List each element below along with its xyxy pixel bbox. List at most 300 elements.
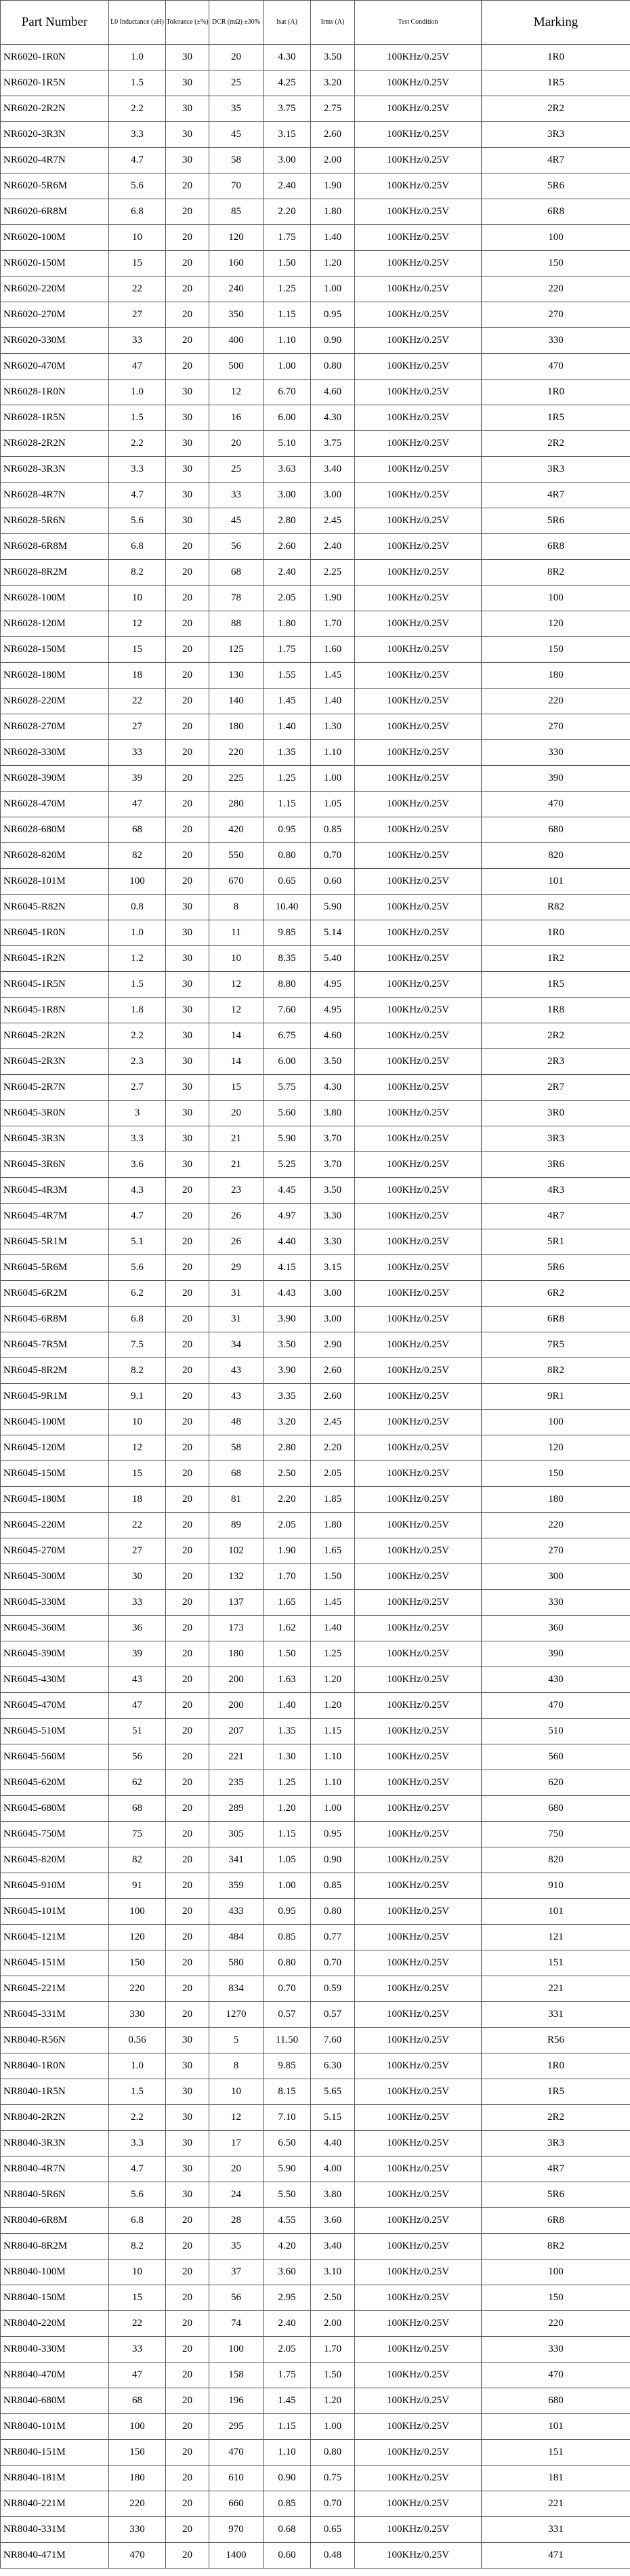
table-row [1,173,630,199]
cell-test-condition: 100KHz/0.25V [355,96,482,122]
cell-part-number: NR6045-820M [1,1847,109,1873]
cell-inductance: 12 [109,1435,166,1461]
cell-isat: 7.10 [264,2105,311,2131]
cell-irms: 1.80 [311,199,355,225]
cell-isat: 3.20 [264,1410,311,1435]
cell-isat: 1.25 [264,766,311,792]
cell-dcr: 102 [209,1538,264,1564]
cell-isat: 8.35 [264,946,311,972]
cell-irms: 1.45 [311,663,355,689]
cell-part-number: NR8040-3R3N [1,2131,109,2156]
cell-marking: 4R7 [482,1204,630,1229]
cell-isat: 5.90 [264,1126,311,1152]
cell-dcr: 31 [209,1307,264,1332]
cell-dcr: 235 [209,1770,264,1796]
cell-tolerance: 30 [166,148,209,173]
cell-part-number: NR6028-100M [1,586,109,611]
cell-tolerance: 20 [166,1873,209,1899]
cell-marking: 430 [482,1667,630,1693]
table-row [1,2208,630,2234]
cell-irms: 2.45 [311,508,355,534]
cell-part-number: NR6028-101M [1,869,109,895]
cell-irms: 2.60 [311,1358,355,1384]
cell-tolerance: 30 [166,2079,209,2105]
cell-part-number: NR6045-121M [1,1925,109,1950]
table-row [1,1847,630,1873]
cell-marking: 820 [482,1847,630,1873]
cell-dcr: 8 [209,895,264,920]
cell-test-condition: 100KHz/0.25V [355,714,482,740]
cell-part-number: NR6028-8R2M [1,560,109,586]
cell-tolerance: 20 [166,586,209,611]
cell-part-number: NR6020-4R7N [1,148,109,173]
cell-marking: 390 [482,766,630,792]
cell-irms: 3.00 [311,483,355,508]
cell-part-number: NR8040-R56N [1,2028,109,2053]
cell-part-number: NR6020-270M [1,302,109,328]
cell-test-condition: 100KHz/0.25V [355,1229,482,1255]
cell-test-condition: 100KHz/0.25V [355,1204,482,1229]
cell-dcr: 5 [209,2028,264,2053]
table-row [1,1152,630,1178]
cell-part-number: NR8040-151M [1,2440,109,2466]
cell-isat: 2.20 [264,1487,311,1513]
cell-test-condition: 100KHz/0.25V [355,405,482,431]
cell-test-condition: 100KHz/0.25V [355,2466,482,2491]
cell-part-number: NR6020-220M [1,277,109,302]
cell-inductance: 3 [109,1101,166,1126]
cell-marking: 1R0 [482,920,630,946]
cell-test-condition: 100KHz/0.25V [355,611,482,637]
table-row [1,2079,630,2105]
cell-marking: 1R0 [482,2053,630,2079]
cell-irms: 1.45 [311,1590,355,1616]
cell-isat: 2.95 [264,2285,311,2311]
cell-isat: 1.75 [264,225,311,251]
cell-marking: 9R1 [482,1384,630,1410]
cell-test-condition: 100KHz/0.25V [355,2337,482,2363]
cell-dcr: 31 [209,1281,264,1307]
cell-dcr: 35 [209,96,264,122]
cell-isat: 2.05 [264,2337,311,2363]
table-row [1,148,630,173]
cell-tolerance: 30 [166,946,209,972]
cell-marking: 4R7 [482,2156,630,2182]
cell-isat: 3.90 [264,1307,311,1332]
cell-test-condition: 100KHz/0.25V [355,2388,482,2414]
cell-test-condition: 100KHz/0.25V [355,534,482,560]
cell-dcr: 158 [209,2363,264,2388]
cell-test-condition: 100KHz/0.25V [355,1281,482,1307]
cell-part-number: NR8040-5R6N [1,2182,109,2208]
cell-tolerance: 20 [166,2388,209,2414]
cell-inductance: 1.5 [109,70,166,96]
cell-isat: 1.40 [264,1693,311,1719]
cell-tolerance: 30 [166,1075,209,1101]
table-row [1,817,630,843]
cell-isat: 3.50 [264,1332,311,1358]
table-row [1,1873,630,1899]
cell-dcr: 500 [209,354,264,380]
cell-test-condition: 100KHz/0.25V [355,277,482,302]
cell-marking: 221 [482,1976,630,2002]
cell-tolerance: 20 [166,2466,209,2491]
cell-isat: 1.05 [264,1847,311,1873]
cell-dcr: 10 [209,946,264,972]
table-row [1,869,630,895]
cell-inductance: 330 [109,2517,166,2543]
table-row [1,2363,630,2388]
cell-isat: 3.00 [264,483,311,508]
cell-test-condition: 100KHz/0.25V [355,354,482,380]
cell-inductance: 2.2 [109,431,166,457]
cell-inductance: 12 [109,611,166,637]
cell-inductance: 470 [109,2543,166,2569]
cell-inductance: 3.6 [109,1152,166,1178]
cell-test-condition: 100KHz/0.25V [355,2311,482,2337]
cell-test-condition: 100KHz/0.25V [355,1332,482,1358]
cell-irms: 0.85 [311,1873,355,1899]
cell-dcr: 20 [209,2156,264,2182]
cell-part-number: NR6045-R82N [1,895,109,920]
cell-dcr: 200 [209,1667,264,1693]
table-row [1,1435,630,1461]
cell-inductance: 47 [109,354,166,380]
cell-dcr: 580 [209,1950,264,1976]
cell-tolerance: 20 [166,2002,209,2028]
cell-test-condition: 100KHz/0.25V [355,586,482,611]
cell-marking: 151 [482,2440,630,2466]
cell-tolerance: 20 [166,766,209,792]
cell-test-condition: 100KHz/0.25V [355,1641,482,1667]
cell-part-number: NR6020-5R6M [1,173,109,199]
cell-test-condition: 100KHz/0.25V [355,2414,482,2440]
table-row [1,689,630,714]
cell-marking: 820 [482,843,630,869]
cell-irms: 1.40 [311,1616,355,1641]
cell-isat: 1.10 [264,328,311,354]
cell-dcr: 484 [209,1925,264,1950]
cell-irms: 5.90 [311,895,355,920]
cell-test-condition: 100KHz/0.25V [355,2182,482,2208]
cell-inductance: 33 [109,1590,166,1616]
cell-part-number: NR8040-680M [1,2388,109,2414]
cell-inductance: 4.3 [109,1178,166,1204]
cell-dcr: 305 [209,1822,264,1847]
table-row [1,1744,630,1770]
cell-marking: 470 [482,1693,630,1719]
cell-tolerance: 20 [166,1616,209,1641]
cell-dcr: 289 [209,1796,264,1822]
cell-test-condition: 100KHz/0.25V [355,1023,482,1049]
cell-part-number: NR6020-150M [1,251,109,277]
cell-irms: 1.20 [311,1693,355,1719]
cell-tolerance: 20 [166,1822,209,1847]
cell-test-condition: 100KHz/0.25V [355,1049,482,1075]
cell-isat: 4.45 [264,1178,311,1204]
cell-dcr: 180 [209,714,264,740]
cell-test-condition: 100KHz/0.25V [355,792,482,817]
cell-marking: 180 [482,663,630,689]
cell-irms: 3.80 [311,2182,355,2208]
cell-dcr: 1270 [209,2002,264,2028]
cell-part-number: NR8040-220M [1,2311,109,2337]
cell-tolerance: 20 [166,1693,209,1719]
table-row [1,1899,630,1925]
cell-irms: 0.85 [311,817,355,843]
cell-inductance: 3.3 [109,1126,166,1152]
cell-tolerance: 20 [166,637,209,663]
cell-test-condition: 100KHz/0.25V [355,1976,482,2002]
cell-dcr: 125 [209,637,264,663]
cell-inductance: 2.2 [109,2105,166,2131]
cell-marking: 4R7 [482,148,630,173]
cell-irms: 1.10 [311,740,355,766]
cell-test-condition: 100KHz/0.25V [355,1770,482,1796]
cell-inductance: 4.7 [109,148,166,173]
cell-part-number: NR6045-1R8N [1,998,109,1023]
table-row [1,998,630,1023]
cell-tolerance: 20 [166,843,209,869]
cell-marking: 8R2 [482,1358,630,1384]
cell-isat: 9.85 [264,2053,311,2079]
cell-irms: 2.00 [311,2311,355,2337]
cell-dcr: 100 [209,2337,264,2363]
cell-test-condition: 100KHz/0.25V [355,302,482,328]
cell-inductance: 56 [109,1744,166,1770]
cell-isat: 6.00 [264,405,311,431]
cell-dcr: 78 [209,586,264,611]
cell-tolerance: 20 [166,1796,209,1822]
cell-dcr: 610 [209,2466,264,2491]
cell-isat: 1.45 [264,2388,311,2414]
cell-part-number: NR6028-2R2N [1,431,109,457]
cell-marking: 2R2 [482,2105,630,2131]
cell-marking: 2R2 [482,1023,630,1049]
cell-inductance: 5.6 [109,2182,166,2208]
cell-marking: 6R8 [482,199,630,225]
cell-tolerance: 20 [166,2363,209,2388]
cell-marking: 680 [482,817,630,843]
cell-tolerance: 20 [166,1358,209,1384]
cell-inductance: 82 [109,843,166,869]
cell-part-number: NR6045-3R0N [1,1101,109,1126]
cell-isat: 1.00 [264,1873,311,1899]
cell-test-condition: 100KHz/0.25V [355,2285,482,2311]
cell-irms: 5.65 [311,2079,355,2105]
cell-marking: 101 [482,1899,630,1925]
cell-isat: 8.15 [264,2079,311,2105]
cell-marking: 1R5 [482,2079,630,2105]
cell-isat: 3.35 [264,1384,311,1410]
cell-irms: 2.20 [311,1435,355,1461]
cell-dcr: 12 [209,972,264,998]
cell-part-number: NR6045-1R5N [1,972,109,998]
cell-dcr: 21 [209,1152,264,1178]
cell-part-number: NR6045-2R3N [1,1049,109,1075]
cell-part-number: NR6045-3R6N [1,1152,109,1178]
cell-tolerance: 20 [166,663,209,689]
cell-part-number: NR6028-180M [1,663,109,689]
cell-marking: 220 [482,1513,630,1538]
cell-irms: 1.40 [311,689,355,714]
cell-test-condition: 100KHz/0.25V [355,1950,482,1976]
cell-irms: 2.50 [311,2285,355,2311]
cell-tolerance: 20 [166,817,209,843]
table-row [1,2260,630,2285]
cell-tolerance: 20 [166,2234,209,2260]
cell-test-condition: 100KHz/0.25V [355,122,482,148]
cell-tolerance: 30 [166,45,209,70]
cell-marking: 101 [482,869,630,895]
cell-part-number: NR6045-180M [1,1487,109,1513]
cell-inductance: 47 [109,1693,166,1719]
cell-irms: 3.70 [311,1126,355,1152]
cell-isat: 1.40 [264,714,311,740]
cell-test-condition: 100KHz/0.25V [355,508,482,534]
cell-tolerance: 20 [166,2337,209,2363]
cell-irms: 1.40 [311,225,355,251]
table-row [1,1513,630,1538]
cell-inductance: 15 [109,1461,166,1487]
cell-marking: R56 [482,2028,630,2053]
cell-test-condition: 100KHz/0.25V [355,2440,482,2466]
cell-dcr: 137 [209,1590,264,1616]
table-row [1,1126,630,1152]
cell-test-condition: 100KHz/0.25V [355,2208,482,2234]
cell-tolerance: 20 [166,2414,209,2440]
cell-isat: 4.30 [264,45,311,70]
table-row [1,2028,630,2053]
cell-isat: 1.62 [264,1616,311,1641]
cell-dcr: 20 [209,1101,264,1126]
header-tolerance: Tolerance (±%) [166,1,209,45]
cell-test-condition: 100KHz/0.25V [355,1358,482,1384]
cell-dcr: 25 [209,457,264,483]
cell-marking: 680 [482,1796,630,1822]
table-row [1,1719,630,1744]
cell-inductance: 36 [109,1616,166,1641]
cell-part-number: NR6020-1R0N [1,45,109,70]
cell-inductance: 220 [109,1976,166,2002]
cell-inductance: 2.3 [109,1049,166,1075]
cell-irms: 3.40 [311,2234,355,2260]
cell-tolerance: 30 [166,96,209,122]
cell-test-condition: 100KHz/0.25V [355,199,482,225]
cell-tolerance: 30 [166,2156,209,2182]
table-row [1,328,630,354]
cell-isat: 3.90 [264,1358,311,1384]
cell-test-condition: 100KHz/0.25V [355,895,482,920]
cell-tolerance: 20 [166,328,209,354]
cell-inductance: 9.1 [109,1384,166,1410]
table-row [1,1023,630,1049]
cell-tolerance: 20 [166,1590,209,1616]
cell-dcr: 12 [209,2105,264,2131]
cell-inductance: 1.5 [109,405,166,431]
cell-part-number: NR6045-8R2M [1,1358,109,1384]
cell-tolerance: 20 [166,1770,209,1796]
cell-tolerance: 30 [166,2182,209,2208]
cell-irms: 1.00 [311,1796,355,1822]
cell-tolerance: 20 [166,1229,209,1255]
cell-inductance: 6.8 [109,1307,166,1332]
cell-isat: 1.25 [264,1770,311,1796]
cell-marking: 1R0 [482,380,630,405]
cell-inductance: 5.6 [109,508,166,534]
cell-tolerance: 20 [166,251,209,277]
table-row [1,354,630,380]
cell-marking: 3R3 [482,2131,630,2156]
cell-isat: 2.40 [264,173,311,199]
cell-part-number: NR6028-120M [1,611,109,637]
cell-marking: 4R3 [482,1178,630,1204]
cell-irms: 1.50 [311,2363,355,2388]
cell-marking: 330 [482,740,630,766]
cell-irms: 4.30 [311,405,355,431]
cell-isat: 4.20 [264,2234,311,2260]
cell-inductance: 15 [109,637,166,663]
cell-test-condition: 100KHz/0.25V [355,1461,482,1487]
cell-test-condition: 100KHz/0.25V [355,1126,482,1152]
table-row [1,895,630,920]
cell-part-number: NR8040-1R0N [1,2053,109,2079]
cell-isat: 3.00 [264,148,311,173]
table-row [1,1410,630,1435]
cell-part-number: NR8040-181M [1,2466,109,2491]
cell-part-number: NR8040-6R8M [1,2208,109,2234]
cell-dcr: 56 [209,2285,264,2311]
cell-part-number: NR6028-6R8M [1,534,109,560]
cell-isat: 0.95 [264,1899,311,1925]
cell-isat: 1.50 [264,1641,311,1667]
cell-part-number: NR6028-1R0N [1,380,109,405]
cell-dcr: 68 [209,560,264,586]
cell-dcr: 23 [209,1178,264,1204]
cell-marking: 1R0 [482,45,630,70]
cell-marking: 620 [482,1770,630,1796]
cell-isat: 7.60 [264,998,311,1023]
cell-isat: 6.50 [264,2131,311,2156]
cell-irms: 3.80 [311,1101,355,1126]
cell-part-number: NR6045-6R8M [1,1307,109,1332]
cell-inductance: 8.2 [109,1358,166,1384]
cell-tolerance: 20 [166,689,209,714]
cell-dcr: 550 [209,843,264,869]
cell-part-number: NR6028-3R3N [1,457,109,483]
cell-irms: 3.20 [311,70,355,96]
cell-dcr: 173 [209,1616,264,1641]
table-row [1,972,630,998]
cell-test-condition: 100KHz/0.25V [355,740,482,766]
table-row [1,1101,630,1126]
cell-marking: 3R0 [482,1101,630,1126]
cell-part-number: NR6045-331M [1,2002,109,2028]
cell-marking: 390 [482,1641,630,1667]
cell-test-condition: 100KHz/0.25V [355,70,482,96]
cell-tolerance: 30 [166,70,209,96]
cell-dcr: 26 [209,1229,264,1255]
cell-tolerance: 20 [166,2285,209,2311]
cell-inductance: 1.5 [109,2079,166,2105]
cell-tolerance: 20 [166,1976,209,2002]
table-row [1,2285,630,2311]
table-row [1,2543,630,2569]
cell-test-condition: 100KHz/0.25V [355,972,482,998]
cell-test-condition: 100KHz/0.25V [355,2543,482,2569]
cell-tolerance: 20 [166,1178,209,1204]
cell-inductance: 33 [109,2337,166,2363]
